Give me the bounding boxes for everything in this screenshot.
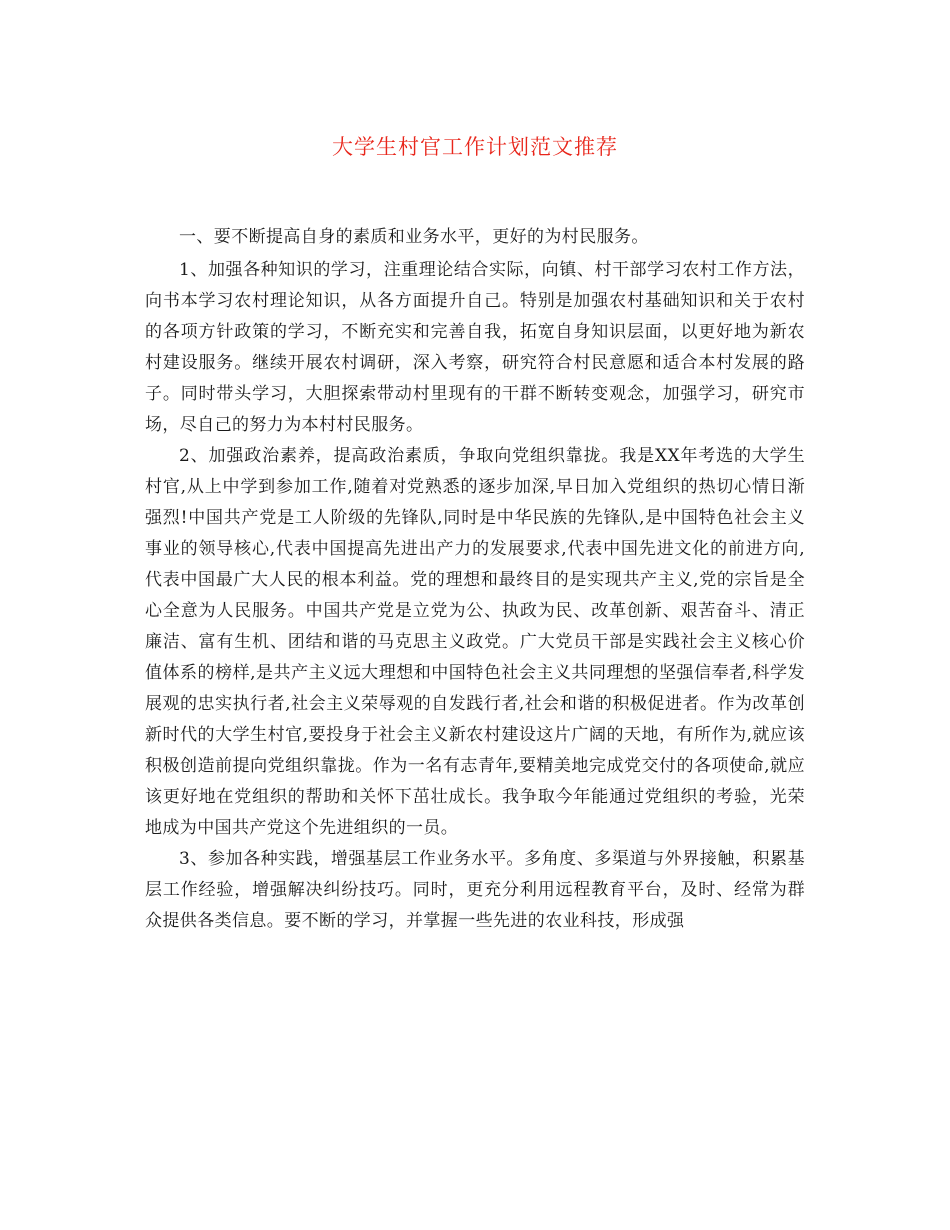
section-heading: 一、要不断提高自身的素质和业务水平，更好的为村民服务。	[179, 227, 649, 247]
document-body	[145, 222, 805, 937]
paragraph-2: 2、加强政治素养，提高政治素质，争取向党组织靠拢。我是XX年考选的大学生村官,从上中学到参加工作,随着对党熟悉的逐步加深,早日加入党组织的热切心情日渐强烈!中国共产党是工人阶级的先锋队,同时是中华民族的先锋队,是中国特色社会主义事业的领导核心,代表中国提高先进出产力的发展要求,代表中国先进文化的前进方向,代表中国最广大人民的根本利益。党的理想和最终目的是实现共产主义,党的宗旨是全心全意为人民服务。中国共产党是立党为公、执政为民、改革创新、艰苦奋斗、清正廉洁、富有生机、团结和谐的马克思主义政党。广大党员干部是实践社会主义核心价值体系的榜样,是共产主义远大理想和中国特色社会主义共同理想的坚强信奉者,科学发展观的忠实执行者,社会主义荣辱观的自发践行者,社会和谐的积极促进者。作为改革创新时代的大学生村官,要投身于社会主义新农村建设这片广阔的天地，有所作为,就应该积极创造前提向党组织靠拢。作为一名有志青年,要精美地完成党交付的各项使命,就应该更好地在党组织的帮助和关怀下茁壮成长。我争取今年能通过党组织的考验，光荣地成为中国共产党这个先进组织的一员。	[145, 446, 805, 838]
paragraph-3: 3、参加各种实践，增强基层工作业务水平。多角度、多渠道与外界接触，积累基层工作经验，增强解决纠纷技巧。同时，更充分利用远程教育平台，及时、经常为群众提供各类信息。要不断的学习，并掌握一些先进的农业科技，形成强	[145, 849, 805, 931]
page-title: 大学生村官工作计划范文推荐	[332, 135, 618, 159]
paragraph-1: 1、加强各种知识的学习，注重理论结合实际，向镇、村干部学习农村工作方法，向书本学习农村理论知识，从各方面提升自己。特别是加强农村基础知识和关于农村的各项方针政策的学习，不断充实和完善自我，拓宽自身知识层面，以更好地为新农村建设服务。继续开展农村调研，深入考察，研究符合村民意愿和适合本村发展的路子。同时带头学习，大胆探索带动村里现有的干群不断转变观念，加强学习，研究市场，尽自己的努力为本村村民服务。	[145, 260, 805, 435]
